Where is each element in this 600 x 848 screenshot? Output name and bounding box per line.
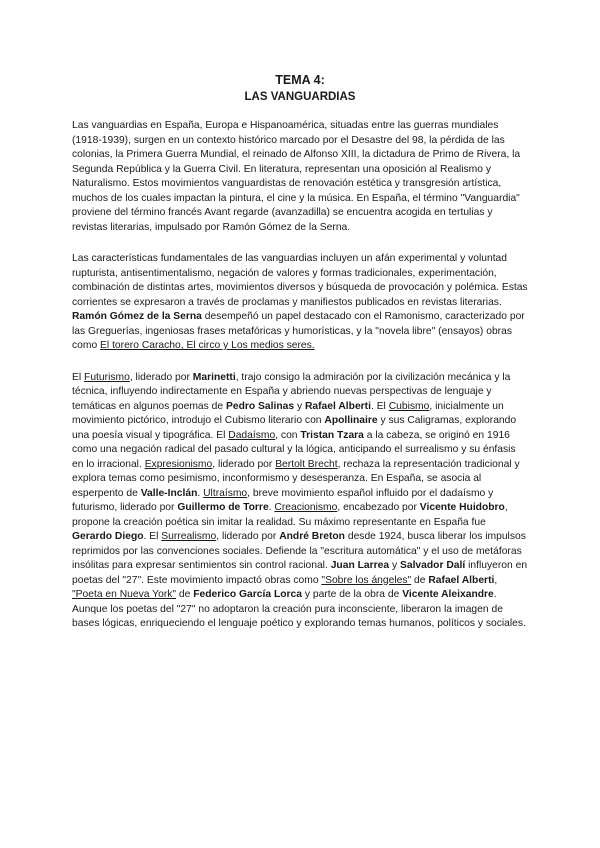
bold-name: Federico García Lorca (193, 589, 302, 600)
text-run: , con (275, 429, 301, 441)
text-run: , breve movimiento español influido por el dadaísmo y futurismo, liderado por (72, 487, 494, 513)
bold-name: André Breton (279, 531, 345, 542)
underlined-term: Surrealismo (161, 531, 217, 542)
text-run: a la cabeza, se originó en 1916 como una negación radical del pasado cultural y la lógica, anticipando el surrealismo y su énfasis en lo irracional. (72, 429, 516, 470)
bold-name: Gerardo Diego (72, 531, 144, 542)
bold-name: Juan Larrea (330, 560, 390, 571)
text-run: y sus Caligramas, explorando una poesía visual y tipográfica. El (72, 415, 517, 441)
text-run: . El (370, 400, 389, 412)
bold-name: Vicente Huidobro (419, 502, 505, 513)
text-run: , liderado por (212, 458, 276, 470)
text-run: . (197, 487, 204, 499)
underlined-term: Creacionismo (274, 502, 338, 513)
bold-name: Apollinaire (324, 415, 378, 426)
paragraph-characteristics (72, 252, 528, 354)
text-run: , inicialmente un movimiento pictórico, introdujo el Cubismo literario con (72, 400, 504, 426)
bold-name: Rafael Alberti (304, 400, 371, 412)
underlined-term: Dadaísmo (228, 429, 276, 441)
text-run: y parte de la obra de (302, 589, 403, 600)
underlined-term: Bertolt Brecht (275, 458, 338, 470)
text-run: Las características fundamentales de las vanguardias incluyen un afán experimental y voluntad rupturista, antisentimentalismo, negación de valores y formas tradicionales, experimentación, combinación de distintas artes, movimientos diversos y búsqueda de provocación y polémica. Estas corrientes se expresaron a través de proclamas y manifiestos publicados en revistas literarias. (72, 253, 528, 308)
underlined-term: Cubismo (388, 400, 430, 412)
text-run: influyeron en poetas del "27". Este movimiento impactó obras como (72, 560, 528, 586)
text-run: , propone la creación poética sin imitar la realidad. Su máximo representante en España fue (72, 502, 508, 528)
text-run: , (494, 574, 498, 586)
text-run: El (72, 371, 85, 383)
document-page (72, 72, 528, 649)
underlined-term: Expresionismo (144, 458, 213, 470)
bold-name: Tristan Tzara (300, 429, 364, 441)
bold-name: Rafael Alberti (428, 574, 495, 586)
text-run: , trajo consigo la admiración por la civilización mecánica y la técnica, influyendo indirectamente en España y abriendo nuevas perspectivas de lenguaje y temáticas en algunos poemas de (72, 371, 511, 412)
bold-name: Guillermo de Torre (177, 502, 269, 513)
text-run: , encabezado por (337, 502, 420, 513)
paragraph-context (72, 119, 528, 235)
text-run: . Aunque los poetas del "27" no adoptaron la creación pura inconsciente, liberaron la imagen de bases lógicas, enriqueciendo el lenguaje poético y explorando temas humanos, políticos y sociales. (72, 589, 526, 629)
underlined-term: El torero Caracho, El circo y Los medios seres. (100, 340, 315, 351)
text-run: . (268, 502, 275, 513)
underlined-term: Ultraísmo (203, 487, 248, 499)
text-run: de (176, 589, 194, 600)
text-run: . El (143, 531, 162, 542)
document-subtitle: LAS VANGUARDIAS (244, 91, 356, 103)
text-run: desempeñó un papel destacado con el Ramonismo, caracterizado por las Greguerías, ingeniosas frases metafóricas y humorísticas, y la "novela libre" (ensayos) obras como (72, 311, 525, 351)
text-run: Las vanguardias en España, Europa e Hispanoamérica, situadas entre las guerras mundiales (1918-1939), surgen en un contexto histórico marcado por el Desastre del 98, la pérdida de las colonias, la Primera Guerra Mundial, el reinado de Alfonso XIII, la dictadura de Primo de Rivera, la Segunda República y la Guerra Civil. En literatura, representan una oposición al Realismo y Naturalismo. Estos movimientos vanguardistas de renovación estética y transgresión artística, muchos de los cuales impactan la pintura, el cine y la música. En España, el término "Vanguardia" proviene del término francés Avant regarde (avanzadilla) se encuentra acogida en tertulias y revistas literarias, impulsado por Ramón Gómez de la Serna. (72, 120, 521, 233)
bold-name: Salvador Dalí (399, 560, 466, 571)
text-run: , liderado por (216, 531, 280, 542)
text-run: de (411, 574, 429, 586)
paragraph-movements (72, 371, 528, 632)
text-run: , rechaza la representación tradicional y explora temas como pesimismo, inconformismo y desesperanza. En España, se asocia al esperpento de (72, 458, 520, 499)
underlined-term: "Poeta en Nueva York" (72, 589, 177, 600)
bold-name: Marinetti (192, 371, 236, 383)
text-run: y (294, 400, 305, 412)
text-run: , liderado por (129, 371, 193, 383)
text-run: y (389, 560, 400, 571)
underlined-term: "Sobre los ángeles" (321, 574, 412, 586)
bold-name: Ramón Gómez de la Serna (72, 311, 202, 322)
text-run: desde 1924, busca liberar los impulsos reprimidos por las convenciones sociales. Defiende la "escritura automática" y el uso de metáforas insólitas para expresar sentimientos sin control racional. (72, 531, 526, 571)
bold-name: Pedro Salinas (225, 400, 295, 412)
document-title: TEMA 4: (275, 73, 325, 87)
bold-name: Vicente Aleixandre (402, 589, 494, 600)
bold-name: Valle-Inclán (140, 487, 198, 499)
underlined-term: Futurismo (84, 371, 130, 383)
